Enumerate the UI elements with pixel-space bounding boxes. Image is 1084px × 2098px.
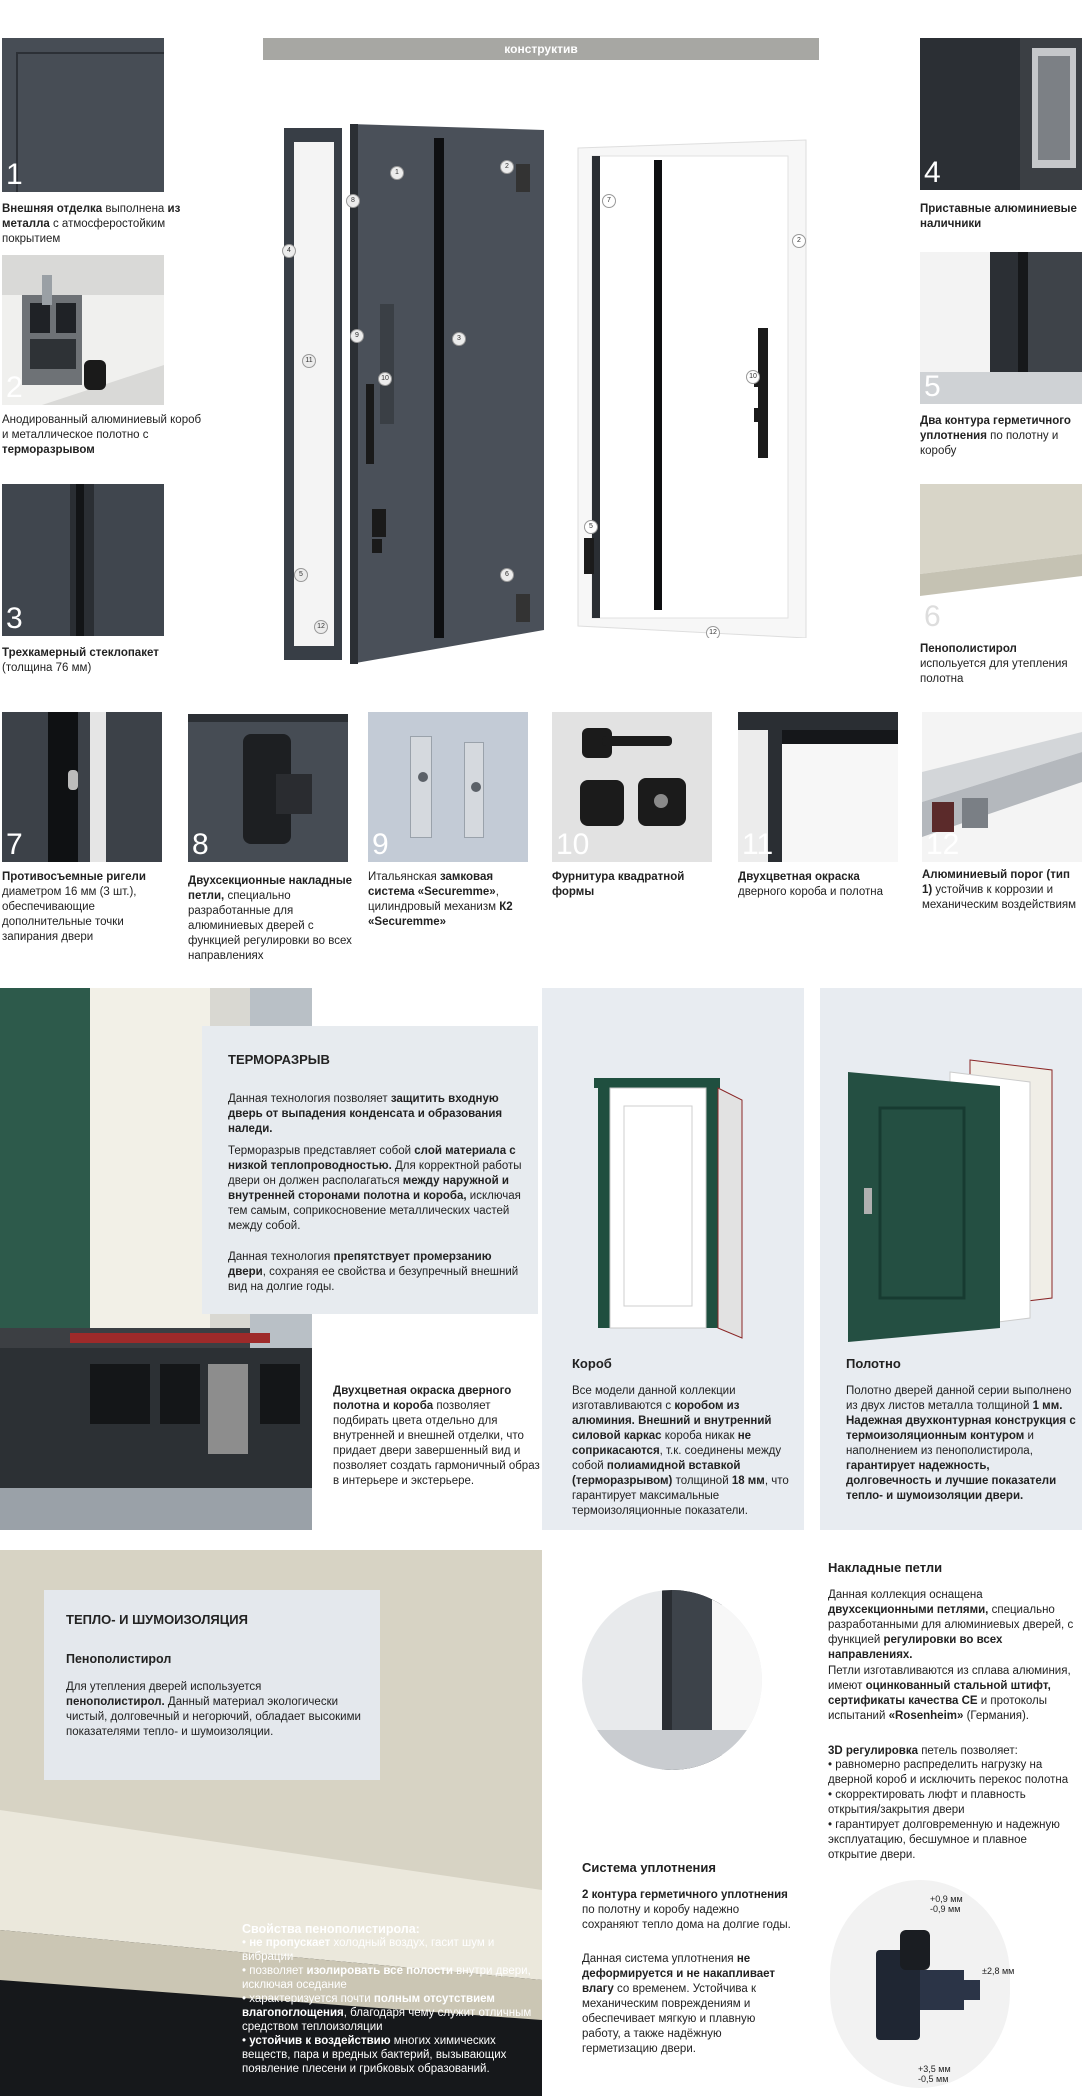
feature-caption-12: Алюминиевый порог (тип 1) устойчив к коррозии и механическим воздействиям	[922, 869, 1077, 911]
door-marker: 9	[350, 329, 364, 343]
foam-properties-title: Свойства пенополистирола:	[242, 1922, 420, 1936]
door-marker: 7	[602, 194, 616, 208]
feature-caption-5: Два контура герметичного уплотнения по полотну и коробу	[920, 415, 1071, 457]
leaf-photo	[820, 988, 1082, 1530]
hinge-dim-bottom: +3,5 мм -0,5 мм	[918, 2064, 951, 2084]
feature-caption-6: Пенополистирол испольуется для утепления полотна	[920, 643, 1068, 685]
hinges-list-item: • гарантирует долговременную и надежную эксплуатацию, бесшумное и плавное открытие двери.	[828, 1819, 1060, 1861]
hinges-paragraph-1: Данная коллекция оснащена двухсекционными петлями, специально разработанными для алюминиевых дверей, с функцией регулировки во всех направлениях.	[828, 1589, 1074, 1661]
leaf-title: Полотно	[846, 1356, 901, 1371]
hinges-paragraph-2: Петли изготавливаются из сплава алюминия, имеют оцинкованный стальной штифт, сертификаты качества CE и протоколы испытаний «Rosenheim» (Германия).	[828, 1665, 1071, 1722]
feature-number: 5	[924, 370, 941, 403]
feature-number: 6	[924, 600, 941, 633]
hinge-dim-side: ±2,8 мм	[982, 1966, 1015, 1976]
seal-paragraph-1: 2 контура герметичного уплотнения по полотну и коробу надежно сохраняют тепло дома на долгие годы.	[582, 1889, 791, 1931]
feature-number: 1	[6, 158, 23, 191]
feature-tile-10	[552, 712, 712, 862]
door-marker: 12	[706, 626, 720, 638]
door-marker: 1	[390, 166, 404, 180]
hinges-list-item: • скорректировать люфт и плавность открытия/закрытия двери	[828, 1789, 1026, 1816]
insulation-subtitle: Пенополистирол	[66, 1652, 172, 1666]
hinges-list-item: • равномерно распределить нагрузку на дверной короб и исключить перекос полотна	[828, 1759, 1069, 1786]
foam-property: • характеризуется почти полным отсутствием влагопоглощения, благодаря чему служит отличным средством теплоизоляции	[242, 1993, 532, 2033]
leaf-text: Полотно дверей данной серии выполнено из двух листов металла толщиной 1 мм. Надежная двухконтурная конструкция с термоизоляционным контуром и наполнением из пенополистирола, гарантирует надежность, долговечность и лучшие показатели тепло- и шумоизоляции двери.	[846, 1385, 1076, 1502]
frame-photo	[542, 988, 804, 1530]
door-marker: 10	[378, 372, 392, 386]
door-illustration-exterior	[280, 124, 550, 664]
door-marker: 5	[584, 520, 598, 534]
feature-tile-1	[2, 38, 164, 192]
hinge-photo	[830, 1880, 1010, 2088]
seal-photo	[582, 1590, 762, 1770]
feature-number: 8	[192, 828, 209, 861]
feature-tile-7	[2, 712, 162, 862]
door-marker: 8	[346, 194, 360, 208]
feature-caption-10: Фурнитура квадратной формы	[552, 871, 685, 898]
feature-number: 7	[6, 828, 23, 861]
seal-title: Система уплотнения	[582, 1860, 716, 1875]
feature-tile-11	[738, 712, 898, 862]
door-marker: 4	[282, 244, 296, 258]
feature-tile-5	[920, 252, 1082, 404]
feature-caption-9: Итальянская замковая система «Securemme», цилиндровый механизм К2 «Securemme»	[368, 871, 513, 928]
feature-number: 3	[6, 602, 23, 635]
frame-text: Все модели данной коллекции изготавливаются с коробом из алюминия. Внешний и внутренний силовой каркас короба никак не соприкасаются, т.к. соединены между собой полиамидной вставкой (терморазрывом) толщиной 18 мм, что гарантирует максимальные термоизоляционные показатели.	[572, 1385, 789, 1517]
feature-tile-2	[2, 255, 164, 405]
door-marker: 10	[746, 370, 760, 384]
thermo-title: ТЕРМОРАЗРЫВ	[228, 1052, 330, 1067]
feature-caption-2: Анодированный алюминиевый короб и металлическое полотно с терморазрывом	[2, 414, 202, 456]
door-marker: 2	[792, 234, 806, 248]
hinges-list	[828, 1758, 1078, 1863]
feature-tile-4	[920, 38, 1082, 190]
feature-number: 9	[372, 828, 389, 861]
seal-paragraph-2: Данная система уплотнения не деформируется и не накапливает влагу со временем. Устойчива к механическим повреждениям и обеспечивает мягкую и плавную работу, а также надёжную герметизацию двери.	[582, 1953, 776, 2055]
foam-property: • позволяет изолировать все полости внутри двери, исключая оседание	[242, 1965, 531, 1991]
foam-property: • не пропускает холодный воздух, гасит шум и вибрации	[242, 1937, 495, 1963]
feature-number: 11	[742, 828, 774, 861]
feature-caption-1: Внешняя отделка выполнена из металла с атмосферостойким покрытием	[2, 203, 181, 245]
feature-tile-3	[2, 484, 164, 636]
door-marker: 11	[302, 354, 316, 368]
feature-caption-8: Двухсекционные накладные петли, специально разработанные для алюминиевых дверей с функцией регулировки во всех направлениях	[188, 875, 353, 962]
feature-tile-6	[920, 484, 1082, 634]
feature-caption-7: Противосъемные ригели диаметром 16 мм (3 шт.), обеспечивающие дополнительные точки запирания двери	[2, 871, 146, 943]
insulation-text: Для утепления дверей используется пенополистирол. Данный материал экологически чистый, долговечный и негорючий, обладает высокими показателями тепло- и шумоизоляции.	[66, 1681, 361, 1738]
foam-property: • устойчив к воздействию многих химических веществ, пара и вредных бактерий, вызывающих появление плесени и грибковых образований.	[242, 2035, 507, 2075]
banner-title: конструктив	[504, 42, 578, 56]
feature-caption-11: Двухцветная окраска дверного короба и полотна	[738, 871, 884, 898]
feature-number: 2	[6, 371, 23, 404]
thermo-paragraph-1: Данная технология позволяет защитить входную дверь от выпадения конденсата и образования наледи.	[228, 1093, 503, 1135]
feature-number: 4	[924, 156, 941, 189]
frame-title: Короб	[572, 1356, 612, 1371]
door-marker: 3	[452, 332, 466, 346]
hinge-dim-top: +0,9 мм -0,9 мм	[930, 1894, 963, 1914]
feature-caption-3: Трехкамерный стеклопакет (толщина 76 мм)	[2, 647, 159, 674]
thermo-paragraph-3: Данная технология препятствует промерзанию двери, сохраняя ее свойства и безупречный внешний вид на долгие годы.	[228, 1251, 519, 1293]
hinges-title: Накладные петли	[828, 1560, 943, 1575]
feature-tile-9	[368, 712, 528, 862]
feature-number: 12	[926, 828, 960, 861]
feature-number: 10	[556, 828, 590, 861]
foam-properties-list	[242, 1936, 532, 2076]
hinges-paragraph-3: 3D регулировка петель позволяет:	[828, 1745, 1018, 1757]
door-marker: 12	[314, 620, 328, 634]
door-marker: 5	[294, 568, 308, 582]
door-marker: 2	[500, 160, 514, 174]
door-illustration-interior	[570, 138, 810, 638]
feature-caption-4: Приставные алюминиевые наличники	[920, 203, 1077, 230]
feature-tile-12	[922, 712, 1082, 862]
insulation-title: ТЕПЛО- И ШУМОИЗОЛЯЦИЯ	[66, 1612, 248, 1627]
door-marker: 6	[500, 568, 514, 582]
feature-tile-8	[188, 714, 348, 862]
thermo-paragraph-2: Терморазрыв представляет собой слой материала с низкой теплопроводностью. Для корректной работы двери он должен располагаться между наружной и внутренней сторонами полотна и короба, исключая тем самым, соприкосновение металлических частей между собой.	[228, 1145, 522, 1232]
two-color-text: Двухцветная окраска дверного полотна и короба позволяет подбирать цвета отдельно для внутренней и внешней отделки, что придает двери завершенный вид и позволяет создать гармоничный образ в интерьере и экстерьере.	[333, 1385, 540, 1487]
